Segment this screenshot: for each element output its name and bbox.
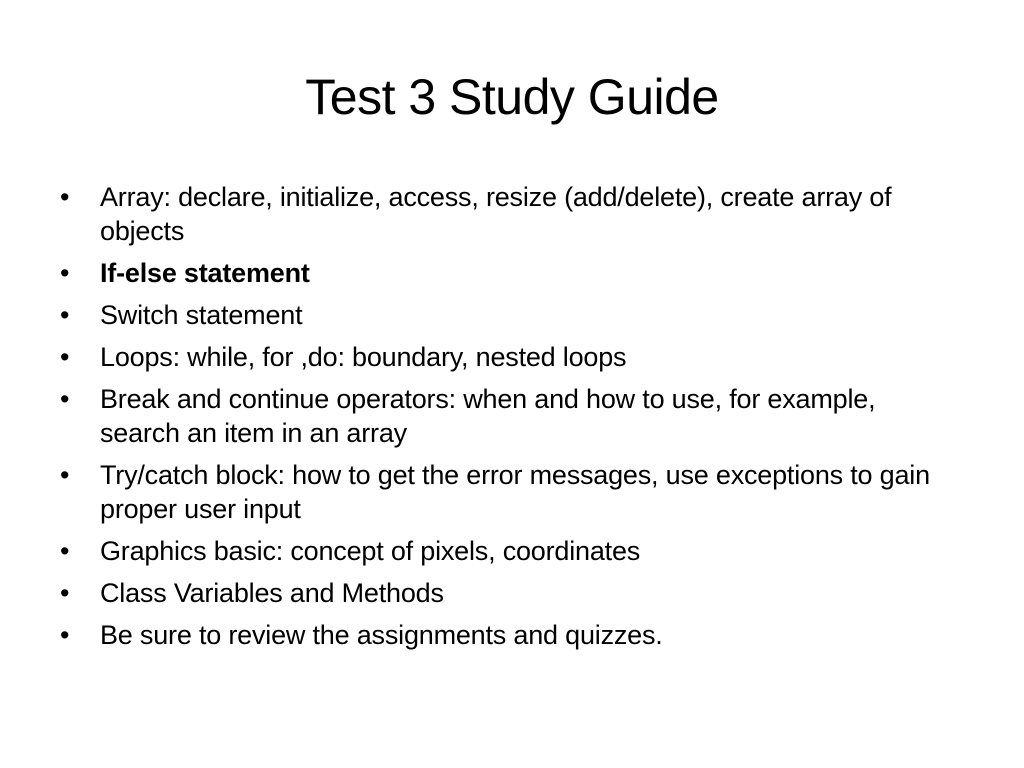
bullet-icon: • <box>60 258 70 288</box>
bullet-icon: • <box>60 536 70 566</box>
bullet-icon: • <box>60 182 70 212</box>
bullet-text: Try/catch block: how to get the error messages, use exceptions to gain proper user input <box>100 460 930 524</box>
bullet-item-break-continue <box>60 382 960 450</box>
bullet-icon: • <box>60 300 70 330</box>
bullet-icon: • <box>60 384 70 414</box>
bullet-text: Switch statement <box>100 300 303 330</box>
bullet-icon: • <box>60 620 70 650</box>
bullet-item-try-catch <box>60 458 960 526</box>
bullet-icon: • <box>60 460 70 490</box>
bullet-item-review <box>60 618 960 652</box>
bullet-text: Be sure to review the assignments and quizzes. <box>100 620 663 650</box>
bullet-item-graphics <box>60 534 960 568</box>
bullet-text: Loops: while, for ,do: boundary, nested loops <box>100 342 627 372</box>
bullet-list <box>60 180 960 660</box>
bullet-item-class-variables <box>60 576 960 610</box>
bullet-text: Class Variables and Methods <box>100 578 444 608</box>
bullet-text: If-else statement <box>100 258 310 288</box>
bullet-item-switch <box>60 298 960 332</box>
bullet-icon: • <box>60 342 70 372</box>
bullet-item-loops <box>60 340 960 374</box>
bullet-icon: • <box>60 578 70 608</box>
bullet-item-if-else <box>60 256 960 290</box>
slide-title: Test 3 Study Guide <box>305 69 719 125</box>
bullet-item-array <box>60 180 960 248</box>
bullet-text: Break and continue operators: when and how to use, for example, search an item in an array <box>100 384 876 448</box>
bullet-text: Array: declare, initialize, access, resize (add/delete), create array of objects <box>100 182 892 246</box>
bullet-text: Graphics basic: concept of pixels, coordinates <box>100 536 641 566</box>
